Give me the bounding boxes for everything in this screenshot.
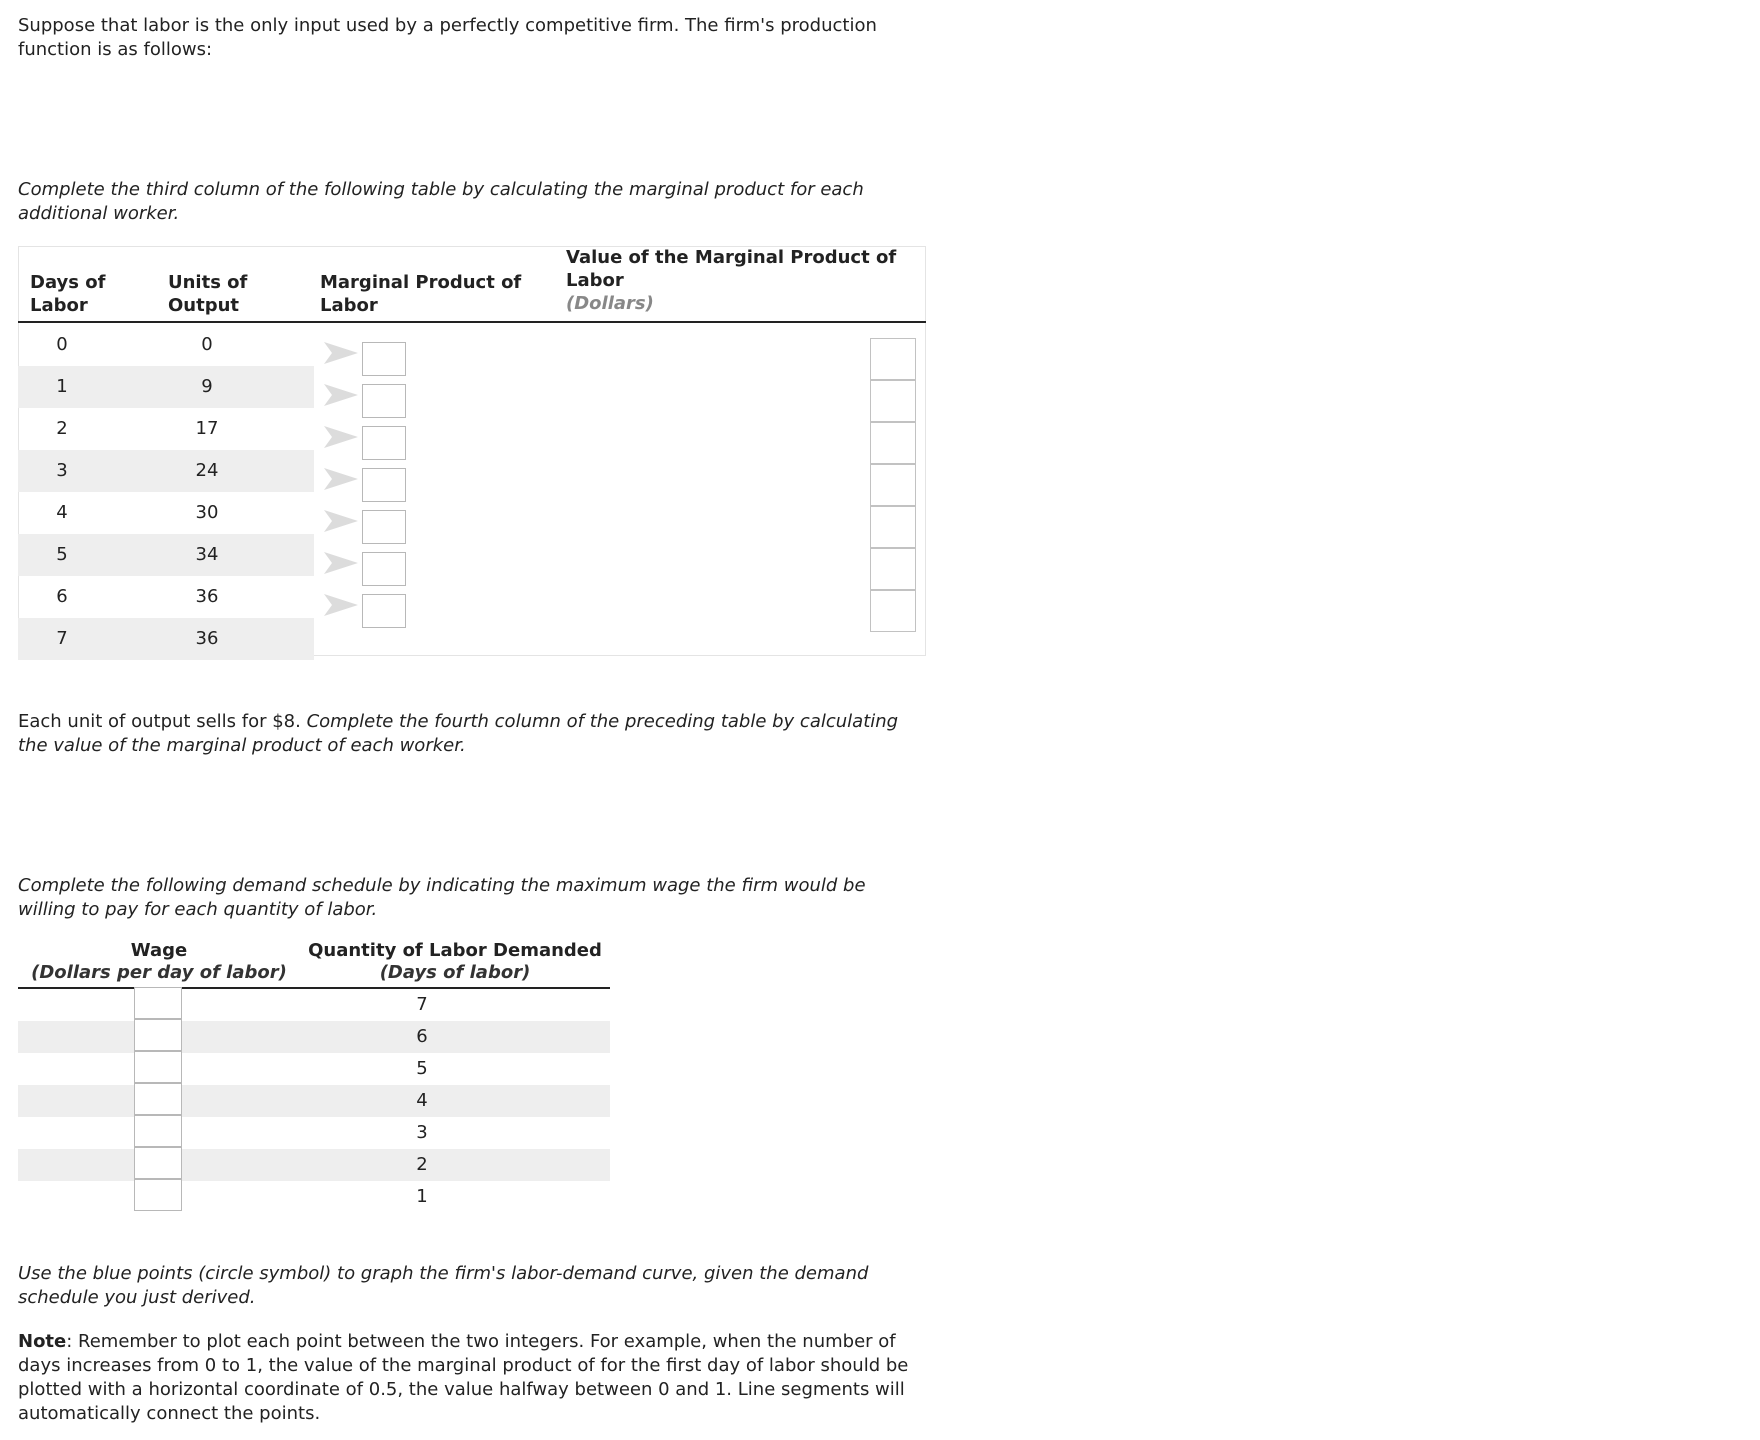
vmp-input-1[interactable]	[870, 338, 916, 380]
header-vmp-label: Value of the Marginal Product of Labor	[566, 247, 897, 291]
table-row	[18, 618, 314, 660]
days-cell: 2	[56, 418, 68, 439]
header-days-of-labor: Days of Labor	[30, 272, 106, 316]
days-cell: 6	[56, 586, 68, 607]
table-row	[18, 408, 314, 450]
demand-instruction: Complete the following demand schedule by indicating the maximum wage the firm would be willing to pay for each quantity of labor.	[18, 875, 866, 920]
days-cell: 0	[56, 334, 68, 355]
note-body: : Remember to plot each point between the two integers. For example, when the number of days increases from 0 to 1, the value of the marginal product of for the first day of labor should be plotted with a horizontal coordinate of 0.5, the value halfway between 0 and 1. Line segments will automatically connect the points.	[18, 1331, 909, 1424]
output-cell: 30	[195, 502, 219, 523]
output-cell: 9	[201, 376, 213, 397]
output-cell: 0	[201, 334, 213, 355]
header-quantity-unit: (Days of labor)	[379, 962, 531, 983]
header-wage-unit: (Dollars per day of labor)	[31, 962, 287, 983]
quantity-cell: 2	[416, 1154, 428, 1175]
quantity-cell: 1	[416, 1186, 428, 1207]
header-quantity-label: Quantity of Labor Demanded	[308, 940, 602, 961]
header-vmp-unit: (Dollars)	[566, 293, 654, 314]
quantity-cell: 7	[416, 994, 428, 1015]
table-row	[18, 1181, 610, 1213]
wage-input-5[interactable]	[134, 1115, 182, 1147]
arrow-right-icon	[324, 384, 358, 406]
header-marginal-product: Marginal Product of Labor	[320, 272, 522, 316]
days-cell: 5	[56, 544, 68, 565]
wage-input-2[interactable]	[134, 1019, 182, 1051]
wage-input-4[interactable]	[134, 1083, 182, 1115]
table-row	[18, 1117, 610, 1149]
vmp-input-4[interactable]	[870, 464, 916, 506]
wage-input-3[interactable]	[134, 1051, 182, 1083]
table-row	[18, 1149, 610, 1181]
days-cell: 1	[56, 376, 68, 397]
header-wage-label: Wage	[130, 940, 188, 961]
output-cell: 36	[195, 628, 219, 649]
vmp-input-3[interactable]	[870, 422, 916, 464]
arrow-right-icon	[324, 552, 358, 574]
mp-input-1[interactable]	[362, 342, 406, 376]
intro-text: Suppose that labor is the only input used by a perfectly competitive firm. The firm's production function is as follows:	[18, 15, 877, 60]
header-units-of-output: Units of Output	[168, 272, 248, 316]
vmp-input-6[interactable]	[870, 548, 916, 590]
mp-instruction: Complete the third column of the following table by calculating the marginal product for each additional worker.	[18, 179, 864, 224]
mp-input-7[interactable]	[362, 594, 406, 628]
wage-input-6[interactable]	[134, 1147, 182, 1179]
header-rule	[18, 321, 926, 323]
price-instruction	[18, 710, 928, 758]
quantity-cell: 6	[416, 1026, 428, 1047]
table-row	[18, 1021, 610, 1053]
output-cell: 36	[195, 586, 219, 607]
days-cell: 3	[56, 460, 68, 481]
arrow-right-icon	[324, 468, 358, 490]
production-table	[18, 246, 926, 656]
quantity-cell: 4	[416, 1090, 428, 1111]
header-wage	[18, 940, 300, 984]
vmp-input-7[interactable]	[870, 590, 916, 632]
table-row	[18, 450, 314, 492]
table-row	[18, 1053, 610, 1085]
wage-input-1[interactable]	[134, 987, 182, 1019]
quantity-cell: 3	[416, 1122, 428, 1143]
table-row	[18, 366, 314, 408]
table-row	[18, 576, 314, 618]
arrow-right-icon	[324, 342, 358, 364]
note-text	[18, 1330, 928, 1426]
table-row	[18, 492, 314, 534]
days-cell: 7	[56, 628, 68, 649]
arrow-right-icon	[324, 594, 358, 616]
output-cell: 24	[195, 460, 219, 481]
graph-instruction: Use the blue points (circle symbol) to graph the firm's labor-demand curve, given the demand schedule you just derived.	[18, 1263, 869, 1308]
price-text: Each unit of output sells for $8.	[18, 711, 301, 732]
vmp-input-5[interactable]	[870, 506, 916, 548]
mp-input-5[interactable]	[362, 510, 406, 544]
days-cell: 4	[56, 502, 68, 523]
table-row	[18, 324, 314, 366]
quantity-cell: 5	[416, 1058, 428, 1079]
output-cell: 34	[195, 544, 219, 565]
arrow-right-icon	[324, 426, 358, 448]
demand-schedule	[18, 940, 610, 1220]
table-row	[18, 989, 610, 1021]
output-cell: 17	[195, 418, 219, 439]
mp-input-3[interactable]	[362, 426, 406, 460]
mp-input-2[interactable]	[362, 384, 406, 418]
wage-input-7[interactable]	[134, 1179, 182, 1211]
mp-input-6[interactable]	[362, 552, 406, 586]
vmp-instruction: Complete the fourth column of the preceding table by calculating the value of the marginal product of each worker.	[18, 711, 899, 756]
arrow-right-icon	[324, 510, 358, 532]
table-row	[18, 534, 314, 576]
note-label: Note	[18, 1331, 67, 1352]
table-row	[18, 1085, 610, 1117]
vmp-input-2[interactable]	[870, 380, 916, 422]
header-vmp	[566, 246, 906, 315]
mp-input-4[interactable]	[362, 468, 406, 502]
header-quantity	[302, 940, 608, 984]
